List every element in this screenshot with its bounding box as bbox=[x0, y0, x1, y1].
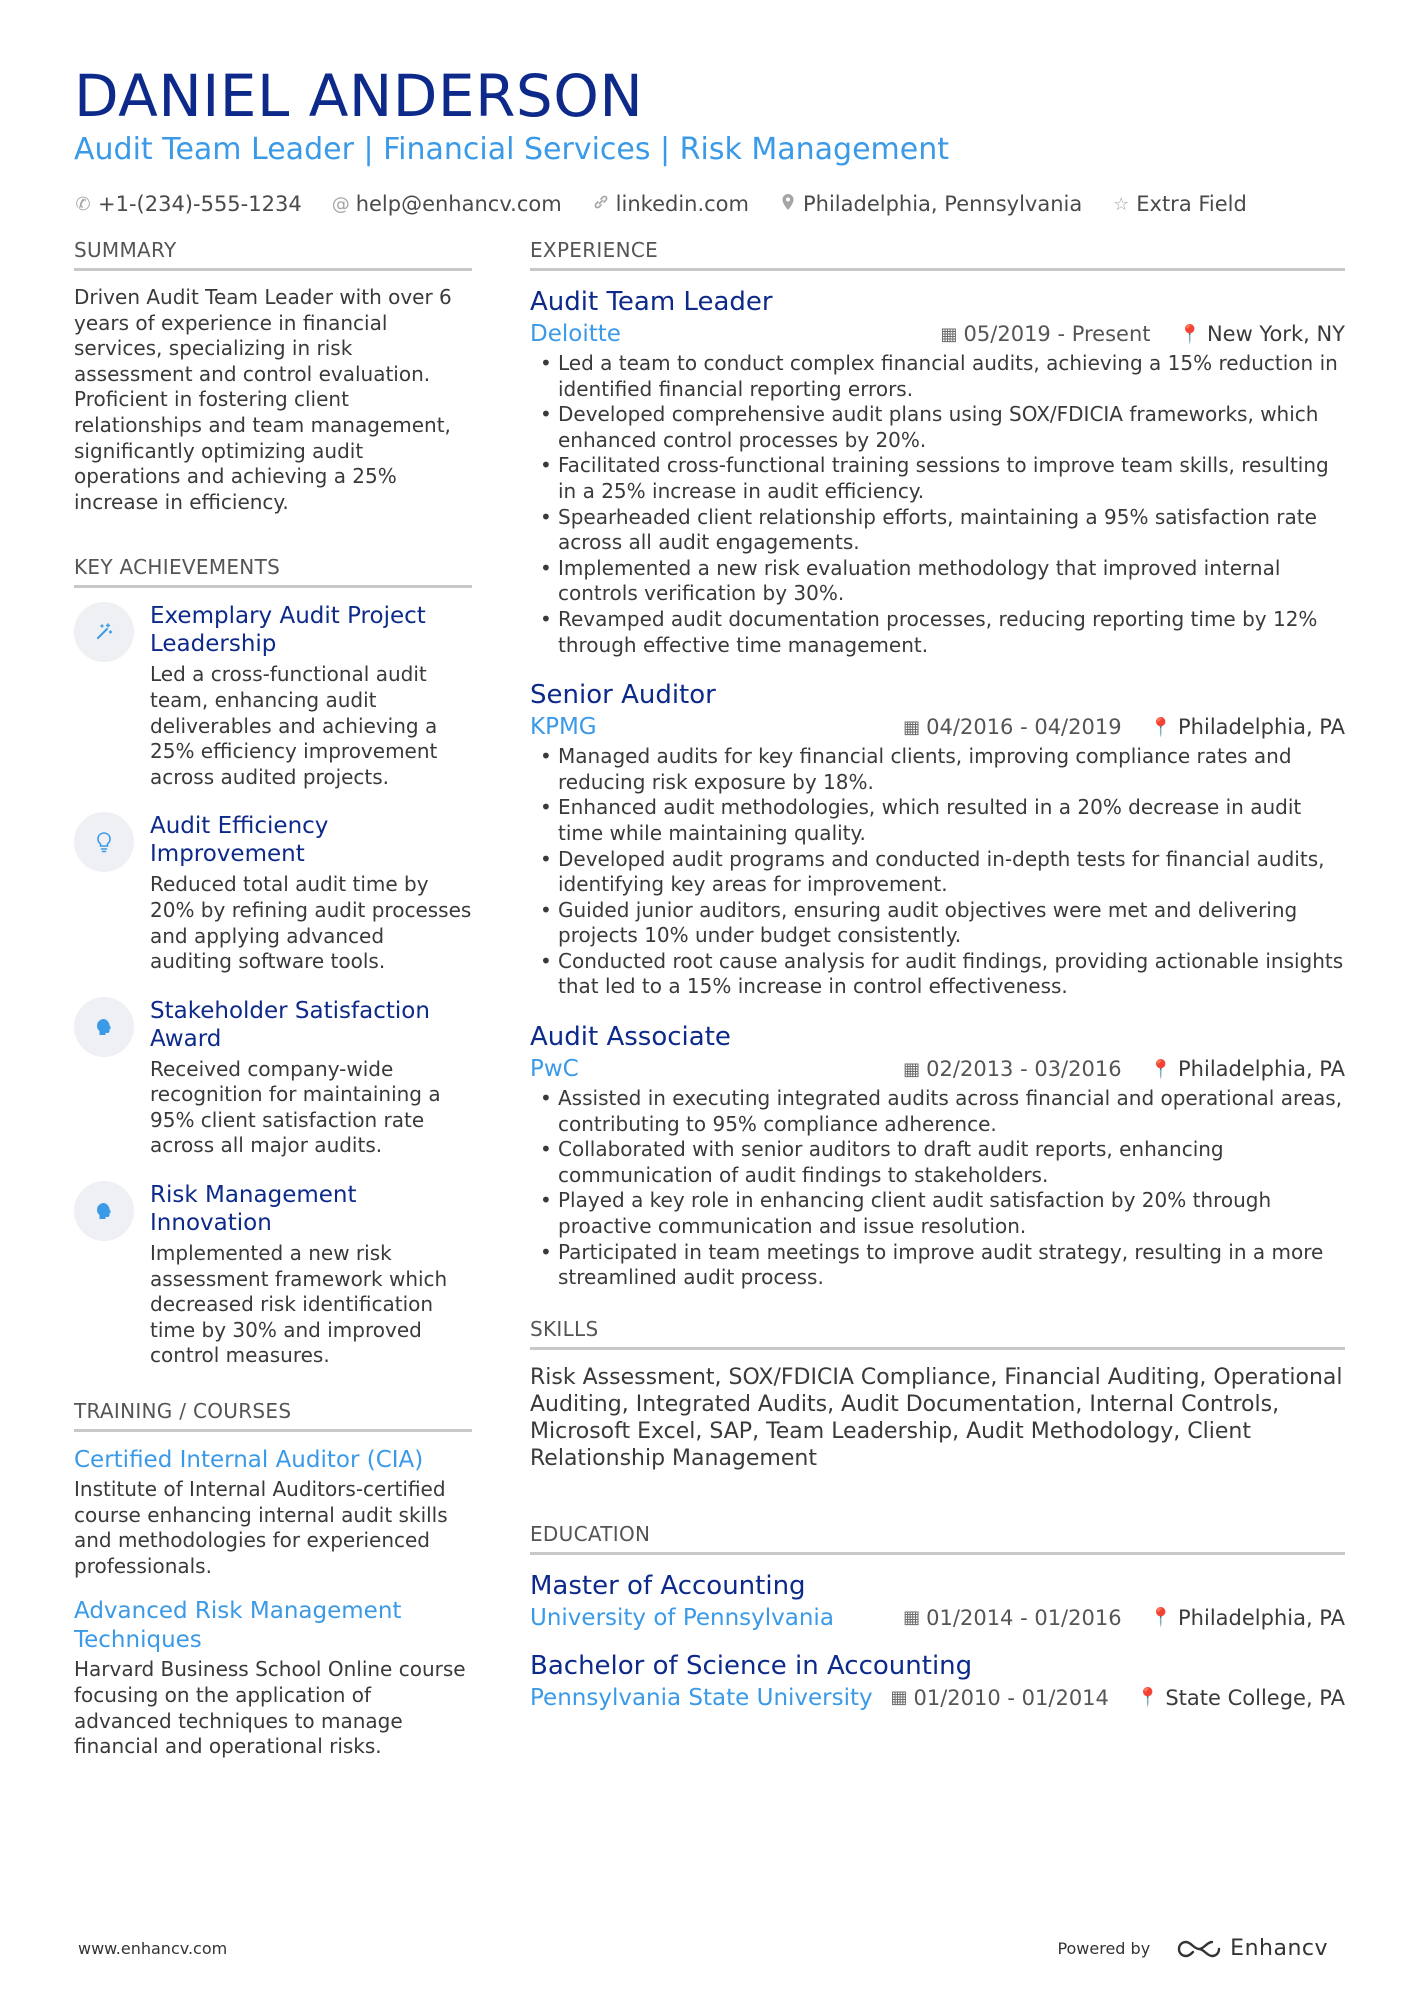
job-location bbox=[1150, 1057, 1345, 1081]
job-title: Senior Auditor bbox=[530, 680, 716, 711]
achievement-title: Stakeholder Satisfaction Award bbox=[150, 997, 430, 1052]
calendar-icon: ▦ bbox=[903, 1058, 921, 1080]
job-location-text: Philadelphia, PA bbox=[1178, 1057, 1345, 1082]
education-dates-text: 01/2010 - 01/2014 bbox=[913, 1685, 1109, 1710]
lightbulb-icon bbox=[74, 812, 134, 872]
location-icon: 📍 bbox=[1178, 323, 1201, 345]
job-bullets bbox=[530, 351, 1345, 658]
achievement-desc: Implemented a new risk assessment framework which decreased risk identification time by 30% and improved control measures. bbox=[150, 1241, 448, 1368]
achievement-desc: Received company-wide recognition for maintaining a 95% client satisfaction rate across all major audits. bbox=[150, 1056, 441, 1158]
training-desc: Institute of Internal Auditors-certified course enhancing internal audit skills and methodologies for experienced professionals. bbox=[74, 1477, 448, 1578]
at-icon: @ bbox=[331, 193, 350, 215]
job-bullet: • Enhanced audit methodologies, which resulted in a 20% decrease in audit time while maintaining quality. bbox=[530, 795, 1345, 846]
training-heading: TRAINING / COURSES bbox=[74, 1399, 472, 1432]
contact-linkedin[interactable] bbox=[592, 192, 749, 216]
achievement-desc: Reduced total audit time by 20% by refining audit processes and applying advanced auditing software tools. bbox=[150, 872, 472, 974]
enhancv-logo[interactable] bbox=[1176, 1936, 1328, 1961]
job-bullets bbox=[530, 744, 1345, 1000]
achievements-section bbox=[74, 555, 472, 1369]
job-dates bbox=[941, 322, 1151, 346]
job-title: Audit Associate bbox=[530, 1022, 731, 1053]
contact-bar bbox=[74, 192, 1344, 216]
contact-extra-text: Extra Field bbox=[1136, 192, 1247, 216]
job-dates-text: 02/2013 - 03/2016 bbox=[926, 1057, 1122, 1082]
company-name: PwC bbox=[530, 1056, 579, 1083]
location-icon: 📍 bbox=[1136, 1687, 1160, 1709]
school-name: Pennsylvania State University bbox=[530, 1684, 873, 1711]
job-bullet: • Collaborated with senior auditors to draft audit reports, enhancing communication of audit findings to stakeholders. bbox=[530, 1137, 1345, 1188]
brand-name: Enhancv bbox=[1230, 1936, 1328, 1961]
education-meta-right bbox=[903, 1606, 1345, 1630]
education-location bbox=[1150, 1606, 1345, 1630]
contact-phone-text: +1-(234)-555-1234 bbox=[98, 192, 302, 216]
enhancv-logo-icon bbox=[1176, 1938, 1222, 1960]
job-entry bbox=[530, 285, 1345, 658]
training-item bbox=[74, 1446, 472, 1579]
job-meta bbox=[530, 1056, 1345, 1082]
training-title: Advanced Risk Management Techniques bbox=[74, 1598, 402, 1654]
skills-text: Risk Assessment, SOX/FDICIA Compliance, Financial Auditing, Operational Auditing, Integrated Audits, Audit Documentation, Internal Controls, Microsoft Excel, SAP, Team Leadership, Audit Methodology, Client Relationship Management bbox=[530, 1364, 1343, 1471]
training-desc: Harvard Business School Online course focusing on the application of advanced techniques to manage financial and operational risks. bbox=[74, 1657, 466, 1759]
job-meta-right bbox=[903, 715, 1345, 739]
contact-location-text: Philadelphia, Pennsylvania bbox=[802, 192, 1083, 216]
job-bullet: • Developed audit programs and conducted in-depth tests for financial audits, identifying key areas for improvement. bbox=[530, 847, 1345, 898]
experience-section bbox=[530, 238, 1345, 1291]
job-bullets bbox=[530, 1086, 1345, 1291]
achievement-title: Audit Efficiency Improvement bbox=[150, 813, 329, 868]
job-meta-right bbox=[941, 322, 1345, 346]
summary-section bbox=[74, 238, 472, 515]
left-column bbox=[74, 238, 472, 1778]
footer-website-link[interactable]: www.enhancv.com bbox=[78, 1939, 228, 1958]
job-bullet: • Assisted in executing integrated audits across financial and operational areas, contributing to 95% compliance adherence. bbox=[530, 1086, 1345, 1137]
job-dates-text: 04/2016 - 04/2019 bbox=[926, 715, 1122, 740]
education-meta bbox=[530, 1685, 1345, 1711]
job-location-text: Philadelphia, PA bbox=[1178, 715, 1345, 740]
calendar-icon: ▦ bbox=[903, 1607, 921, 1629]
achievement-desc: Led a cross-functional audit team, enhancing audit deliverables and achieving a 25% efficiency improvement across audited projects. bbox=[150, 662, 438, 789]
company-name: Deloitte bbox=[530, 321, 621, 347]
summary-heading: SUMMARY bbox=[74, 238, 472, 271]
job-bullet: • Spearheaded client relationship efforts, maintaining a 95% satisfaction rate across all audit engagements. bbox=[530, 505, 1345, 556]
school-name: University of Pennsylvania bbox=[530, 1604, 834, 1631]
link-icon bbox=[592, 194, 610, 215]
calendar-icon: ▦ bbox=[890, 1687, 908, 1709]
location-icon bbox=[779, 193, 797, 216]
training-item bbox=[74, 1597, 472, 1759]
education-entry bbox=[530, 1649, 1345, 1711]
job-bullet: • Guided junior auditors, ensuring audit objectives were met and delivering projects 10% under budget consistently. bbox=[530, 898, 1345, 949]
job-location bbox=[1150, 715, 1345, 739]
education-meta bbox=[530, 1605, 1345, 1631]
job-dates-text: 05/2019 - Present bbox=[963, 322, 1151, 346]
education-location-text: State College, PA bbox=[1165, 1685, 1345, 1710]
star-icon: ☆ bbox=[1113, 193, 1130, 215]
contact-phone[interactable] bbox=[74, 192, 302, 216]
summary-text: Driven Audit Team Leader with over 6 years of experience in financial services, specializing in risk assessment and control evaluation. Proficient in fostering client relationships and team management, significantly optimizing audit operations and achieving a 25% increase in efficiency. bbox=[74, 285, 452, 514]
education-location bbox=[1137, 1686, 1345, 1710]
job-bullet: • Implemented a new risk evaluation methodology that improved internal controls verification by 30%. bbox=[530, 556, 1345, 607]
phone-icon: ✆ bbox=[75, 193, 91, 215]
education-entry bbox=[530, 1569, 1345, 1631]
job-meta-right bbox=[903, 1057, 1345, 1081]
contact-email[interactable] bbox=[332, 192, 562, 216]
degree-title: Master of Accounting bbox=[530, 1570, 806, 1601]
achievement-item bbox=[74, 602, 472, 790]
contact-linkedin-text: linkedin.com bbox=[615, 192, 749, 216]
job-bullet: • Facilitated cross-functional training sessions to improve team skills, resulting in a 25% increase in audit efficiency. bbox=[530, 453, 1345, 504]
resume-header bbox=[74, 62, 1344, 216]
job-bullet: • Participated in team meetings to improve audit strategy, resulting in a more streamlined audit process. bbox=[530, 1240, 1345, 1291]
job-entry bbox=[530, 1020, 1345, 1291]
calendar-icon: ▦ bbox=[903, 716, 921, 738]
headline: Audit Team Leader | Financial Services | Risk Management bbox=[74, 132, 950, 167]
achievements-heading: KEY ACHIEVEMENTS bbox=[74, 555, 472, 588]
candidate-name: DANIEL ANDERSON bbox=[74, 62, 644, 130]
achievement-title: Risk Management Innovation bbox=[150, 1182, 357, 1237]
achievement-item bbox=[74, 812, 472, 974]
education-dates-text: 01/2014 - 01/2016 bbox=[926, 1605, 1122, 1630]
location-icon: 📍 bbox=[1149, 1607, 1173, 1629]
training-title: Certified Internal Auditor (CIA) bbox=[74, 1447, 424, 1474]
job-bullet: • Managed audits for key financial clients, improving compliance rates and reducing risk exposure by 18%. bbox=[530, 744, 1345, 795]
job-dates bbox=[903, 715, 1121, 739]
education-location-text: Philadelphia, PA bbox=[1178, 1605, 1345, 1630]
page-footer bbox=[78, 1936, 1328, 1961]
contact-location bbox=[779, 192, 1082, 216]
job-title: Audit Team Leader bbox=[530, 287, 773, 317]
right-column bbox=[530, 238, 1345, 1729]
achievement-item bbox=[74, 997, 472, 1159]
skills-section bbox=[530, 1317, 1345, 1472]
location-icon: 📍 bbox=[1149, 716, 1173, 738]
powered-by bbox=[1057, 1936, 1328, 1961]
job-bullet: • Led a team to conduct complex financial audits, achieving a 15% reduction in identified financial reporting errors. bbox=[530, 351, 1345, 402]
job-location-text: New York, NY bbox=[1206, 322, 1345, 346]
degree-title: Bachelor of Science in Accounting bbox=[530, 1650, 973, 1681]
location-icon: 📍 bbox=[1149, 1058, 1173, 1080]
education-meta-right bbox=[890, 1686, 1345, 1710]
education-section bbox=[530, 1522, 1345, 1711]
job-entry bbox=[530, 678, 1345, 1000]
job-bullet: • Revamped audit documentation processes, reducing reporting time by 12% through effective time management. bbox=[530, 607, 1345, 658]
job-bullet: • Developed comprehensive audit plans using SOX/FDICIA frameworks, which enhanced control processes by 20%. bbox=[530, 402, 1345, 453]
education-heading: EDUCATION bbox=[530, 1522, 1345, 1555]
training-section bbox=[74, 1399, 472, 1760]
powered-by-label: Powered by bbox=[1057, 1939, 1151, 1958]
job-bullet: • Conducted root cause analysis for audit findings, providing actionable insights that led to a 15% increase in control effectiveness. bbox=[530, 949, 1345, 1000]
contact-extra bbox=[1112, 192, 1247, 216]
head-icon bbox=[74, 1181, 134, 1241]
job-bullet: • Played a key role in enhancing client audit satisfaction by 20% through proactive communication and issue resolution. bbox=[530, 1188, 1345, 1239]
education-dates bbox=[903, 1606, 1121, 1630]
job-location bbox=[1179, 322, 1345, 346]
contact-email-text: help@enhancv.com bbox=[355, 192, 562, 216]
experience-heading: EXPERIENCE bbox=[530, 238, 1345, 271]
job-dates bbox=[903, 1057, 1121, 1081]
skills-heading: SKILLS bbox=[530, 1317, 1345, 1350]
company-name: KPMG bbox=[530, 714, 597, 741]
job-meta bbox=[530, 714, 1345, 740]
achievement-title: Exemplary Audit Project Leadership bbox=[150, 603, 426, 658]
education-dates bbox=[890, 1686, 1108, 1710]
magic-wand-icon bbox=[74, 602, 134, 662]
head-icon bbox=[74, 997, 134, 1057]
job-meta bbox=[530, 321, 1345, 347]
achievement-item bbox=[74, 1181, 472, 1369]
calendar-icon: ▦ bbox=[940, 323, 958, 345]
